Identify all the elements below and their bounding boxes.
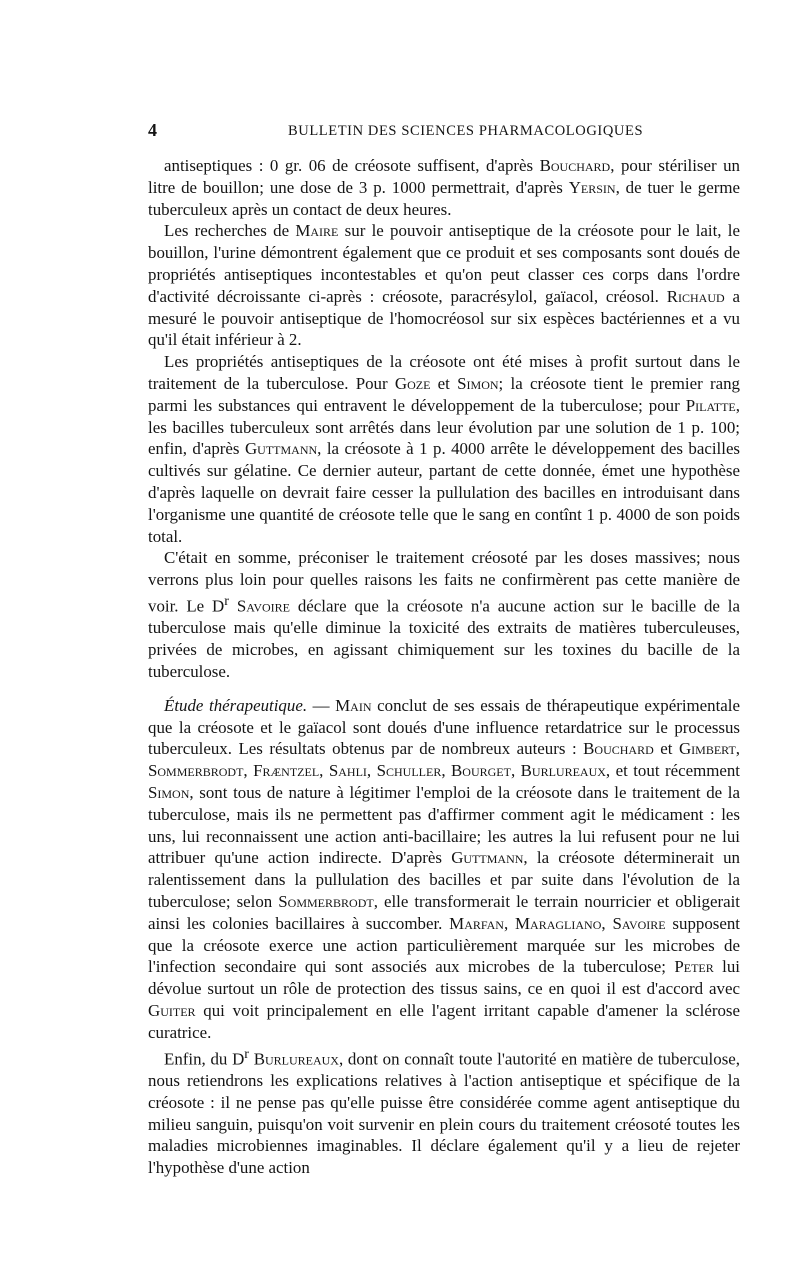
page-number: 4 [148, 120, 158, 140]
text-run: a mesuré le pouvoir antiseptique de l'homocréosol sur six espèces bactériennes et a vu qu'il était inférieur à 2. [148, 286, 740, 350]
text-run [229, 597, 237, 616]
page-header [148, 120, 740, 144]
author-name: Sommerbrodt [278, 891, 374, 911]
text-run: sur le pouvoir antiseptique de la créosote pour le lait, le bouillon, l'urine démontrent également que ce produit et ses composants sont doués de propriétés antiseptiques incontestables et qu'on peut classer ces corps dans l'ordre d'activité décroissante ci-après : créosote, paracrésylol, gaïacol, créosol. [148, 221, 741, 306]
author-name: Marfan [449, 913, 504, 933]
author-name: Guttmann [451, 848, 524, 868]
text-run: ; la créosote tient le premier rang parmi les substances qui entravent le développement de la tuberculose; pour [148, 373, 741, 415]
author-name: Yersin [568, 177, 616, 197]
body-text [148, 155, 740, 1179]
author-name: Simon [457, 373, 499, 393]
text-run: Les propriétés antiseptiques de la créosote ont été mises à profit surtout dans le traitement de la tuberculose. Pour [148, 352, 740, 393]
text-run: lui dévolue surtout un rôle de protection des tissus sains, ce en quoi il est d'accord avec [148, 957, 740, 999]
section-gap [148, 683, 740, 695]
text-run: , [319, 761, 329, 781]
author-name: Sahli [328, 761, 367, 781]
text-run: déclare que la créosote n'a aucune action sur le bacille de la tuberculose mais qu'elle diminue la toxicité des extraits de matières tuberculeuses, privées de microbes, en agissant chimiquement sur les toxines du bacille de la tuberculose. [148, 596, 740, 681]
author-name: Savoire [612, 913, 666, 933]
text-run: , [503, 913, 516, 933]
text-run: , de tuer le germe tuberculeux après un contact de deux heures. [148, 177, 740, 219]
text-run: , [366, 761, 377, 781]
author-name: Simon [148, 782, 190, 802]
text-run: C'était en somme, préconiser le traitement créosoté par les doses massives; nous verrons plus loin pour quelles raisons les faits ne confirmèrent pas cette manière de voir. Le D [148, 548, 740, 616]
author-name: Bouchard [539, 156, 611, 175]
superscript: r [244, 1045, 249, 1062]
text-run: , sont tous de nature à légitimer l'emploi de la créosote dans le traitement de la tuberculose, mais ils ne permettent pas d'affirmer comment agit le médicament : les uns, lui reconnaissent une action anti-bacillaire; les autres la lui refusent pour ne lui attribuer qu'une action indirecte. D'après [148, 782, 740, 868]
author-name: Richaud [666, 286, 725, 306]
text-run: antiseptiques : 0 gr. 06 de créosote suffisent, d'après [164, 156, 540, 175]
text-run: et [653, 739, 679, 759]
text-run: et [430, 373, 458, 393]
author-name: Burlureaux [253, 1049, 339, 1069]
author-name: Sommerbrodt [148, 761, 244, 781]
paragraph [148, 547, 740, 682]
running-title: BULLETIN DES SCIENCES PHARMACOLOGIQUES [288, 123, 644, 139]
author-name: Main [335, 695, 372, 715]
text-run: , [510, 761, 521, 781]
text-run: , pour stériliser un litre de bouillon; une dose de 3 p. 1000 permettrait, d'après [148, 156, 740, 197]
text-run: , la créosote à 1 p. 4000 arrête le développement des bacilles cultivés sur gélatine. Ce dernier auteur, partant de cette donnée, émet une hypothèse d'après laquelle on devrait faire cesser la pullulation des bacilles en introduisant dans l'organisme une quantité de créosote telle que le sang en contînt 1 p. 4000 de son poids total. [148, 439, 741, 546]
author-name: Schuller [376, 761, 442, 781]
section-title: Étude thérapeutique. [164, 695, 308, 715]
author-name: Fræntzel [253, 761, 320, 781]
author-name: Bourget [451, 761, 511, 781]
text-run: Les recherches de [164, 221, 296, 241]
paragraph [148, 695, 740, 1044]
text-run: , et tout récemment [605, 761, 740, 781]
paragraph [148, 155, 740, 220]
author-name: Gimbert [678, 739, 736, 759]
text-run: conclut de ses essais de thérapeutique expérimentale que la créosote et le gaïacol sont doués d'une influence retardatrice sur le processus tuberculeux. Les résultats obtenus par de nombreux auteurs : [148, 695, 740, 759]
author-name: Guiter [148, 1000, 196, 1020]
superscript: r [224, 592, 229, 609]
paragraph [148, 220, 740, 351]
text-run: qui voit principalement en elle l'agent irritant capable d'amener la sclérose curatrice. [148, 1000, 740, 1042]
author-name: Guttmann [244, 439, 318, 459]
paragraph [148, 1044, 740, 1179]
text-run: , [601, 913, 613, 933]
text-run: , dont on connaît toute l'autorité en matière de tuberculose, nous retiendrons les explications relatives à l'action antiseptique et spécifique de la créosote : il ne pense pas qu'elle puisse être considérée comme agent antiseptique du milieu sanguin, puisqu'on voit survenir en plein cours du traitement créosoté toutes les maladies microbiennes imaginables. Il déclare également qu'il y a lieu de rejeter l'hypothèse d'une action [148, 1049, 740, 1178]
text-run: , les bacilles tuberculeux sont arrêtés dans leur évolution par une solution de 1 p. 100; enfin, d'après [148, 395, 740, 459]
text-run: , la créosote déterminerait un ralentissement dans la pullulation des bacilles et par suite dans l'évolution de la tuberculose; selon [148, 848, 740, 911]
text-run: — [307, 695, 336, 715]
text-run: , [441, 761, 452, 781]
author-name: Goze [394, 373, 431, 393]
author-name: Peter [674, 957, 714, 977]
text-run: , [735, 739, 741, 759]
text-run: , [243, 761, 254, 781]
author-name: Savoire [236, 596, 290, 616]
author-name: Burlureaux [520, 761, 606, 781]
text-run: , elle transformerait le terrain nourricier et obligerait ainsi les colonies bacillaires à succomber. [148, 891, 740, 933]
paragraph [148, 351, 740, 547]
author-name: Maragliano [515, 913, 602, 933]
author-name: Maire [295, 221, 339, 241]
text-run: supposent que la créosote exerce une action particulièrement marquée sur les microbes de l'infection secondaire qui sont associés aux microbes de la tuberculose; [148, 913, 740, 977]
text-run: Enfin, du D [164, 1049, 245, 1069]
author-name: Pilatte [685, 395, 736, 415]
author-name: Bouchard [583, 739, 654, 759]
